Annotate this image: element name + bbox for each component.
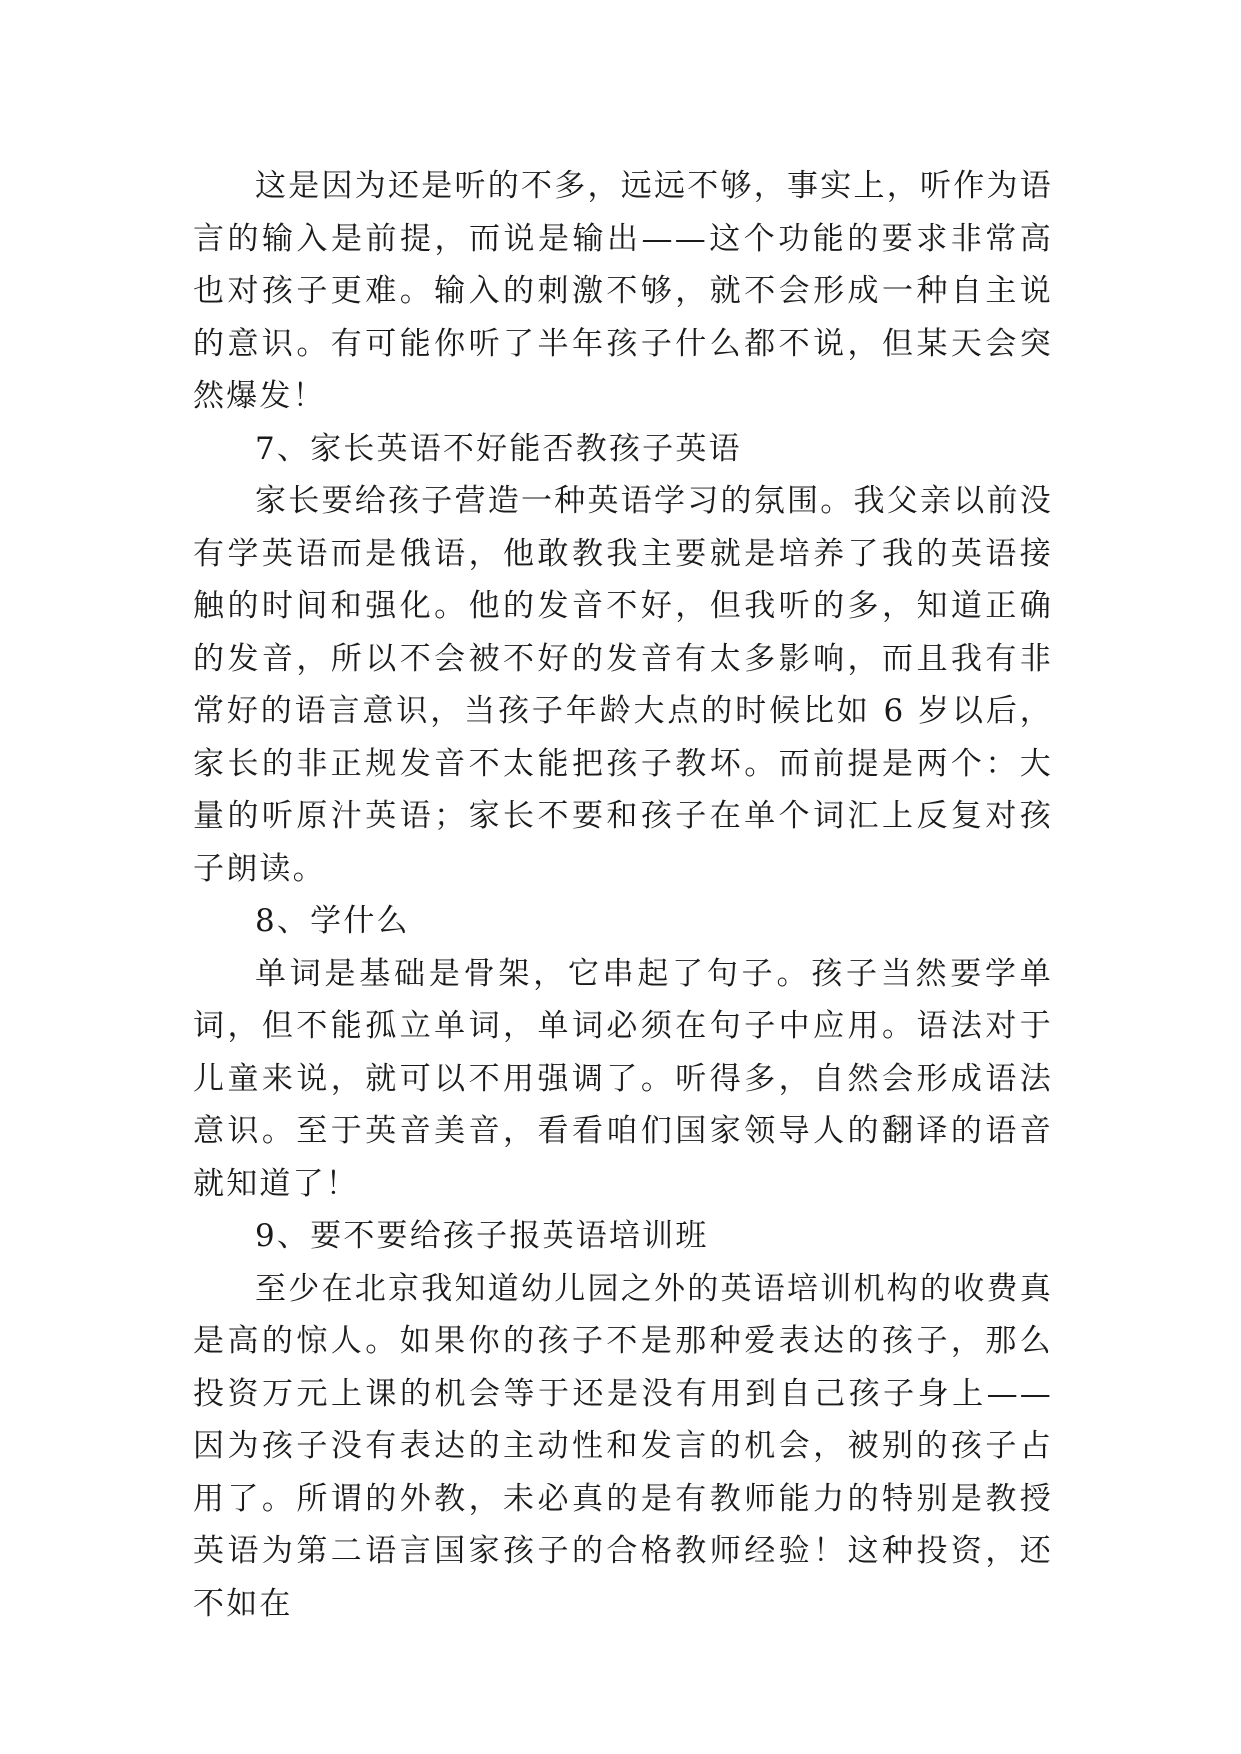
section-heading-8: 8、学什么 <box>255 903 410 939</box>
document-body <box>193 160 1053 1630</box>
section-heading-7: 7、家长英语不好能否教孩子英语 <box>255 430 742 467</box>
paragraph-parents-teaching: 家长要给孩子营造一种英语学习的氛围。我父亲以前没有学英语而是俄语，他敢教我主要就是培养了我的英语接触的时间和强化。他的发音不好，但我听的多，知道正确的发音，所以不会被不好的发音有太多影响，而且我有非常好的语言意识，当孩子年龄大点的时候比如 6 岁以后，家长的非正规发音不太能把孩子教坏。而前提是两个：大量的听原汁英语；家长不要和孩子在单个词汇上反复对孩子朗读。 <box>193 483 1053 887</box>
paragraph-what-to-learn: 单词是基础是骨架，它串起了句子。孩子当然要学单词，但不能孤立单词，单词必须在句子中应用。语法对于儿童来说，就可以不用强调了。听得多，自然会形成语法意识。至于英音美音，看看咱们国家领导人的翻译的语音就知道了！ <box>193 955 1053 1202</box>
section-heading-9: 9、要不要给孩子报英语培训班 <box>255 1218 709 1254</box>
paragraph-listening-output: 这是因为还是听的不多，远远不够，事实上，听作为语言的输入是前提，而说是输出——这个功能的要求非常高也对孩子更难。输入的刺激不够，就不会形成一种自主说的意识。有可能你听了半年孩子什么都不说，但某天会突然爆发！ <box>193 168 1053 414</box>
paragraph-training-classes: 至少在北京我知道幼儿园之外的英语培训机构的收费真是高的惊人。如果你的孩子不是那种爱表达的孩子，那么投资万元上课的机会等于还是没有用到自己孩子身上——因为孩子没有表达的主动性和发言的机会，被别的孩子占用了。所谓的外教，未必真的是有教师能力的特别是教授英语为第二语言国家孩子的合格教师经验！这种投资，还不如在 <box>193 1270 1053 1622</box>
